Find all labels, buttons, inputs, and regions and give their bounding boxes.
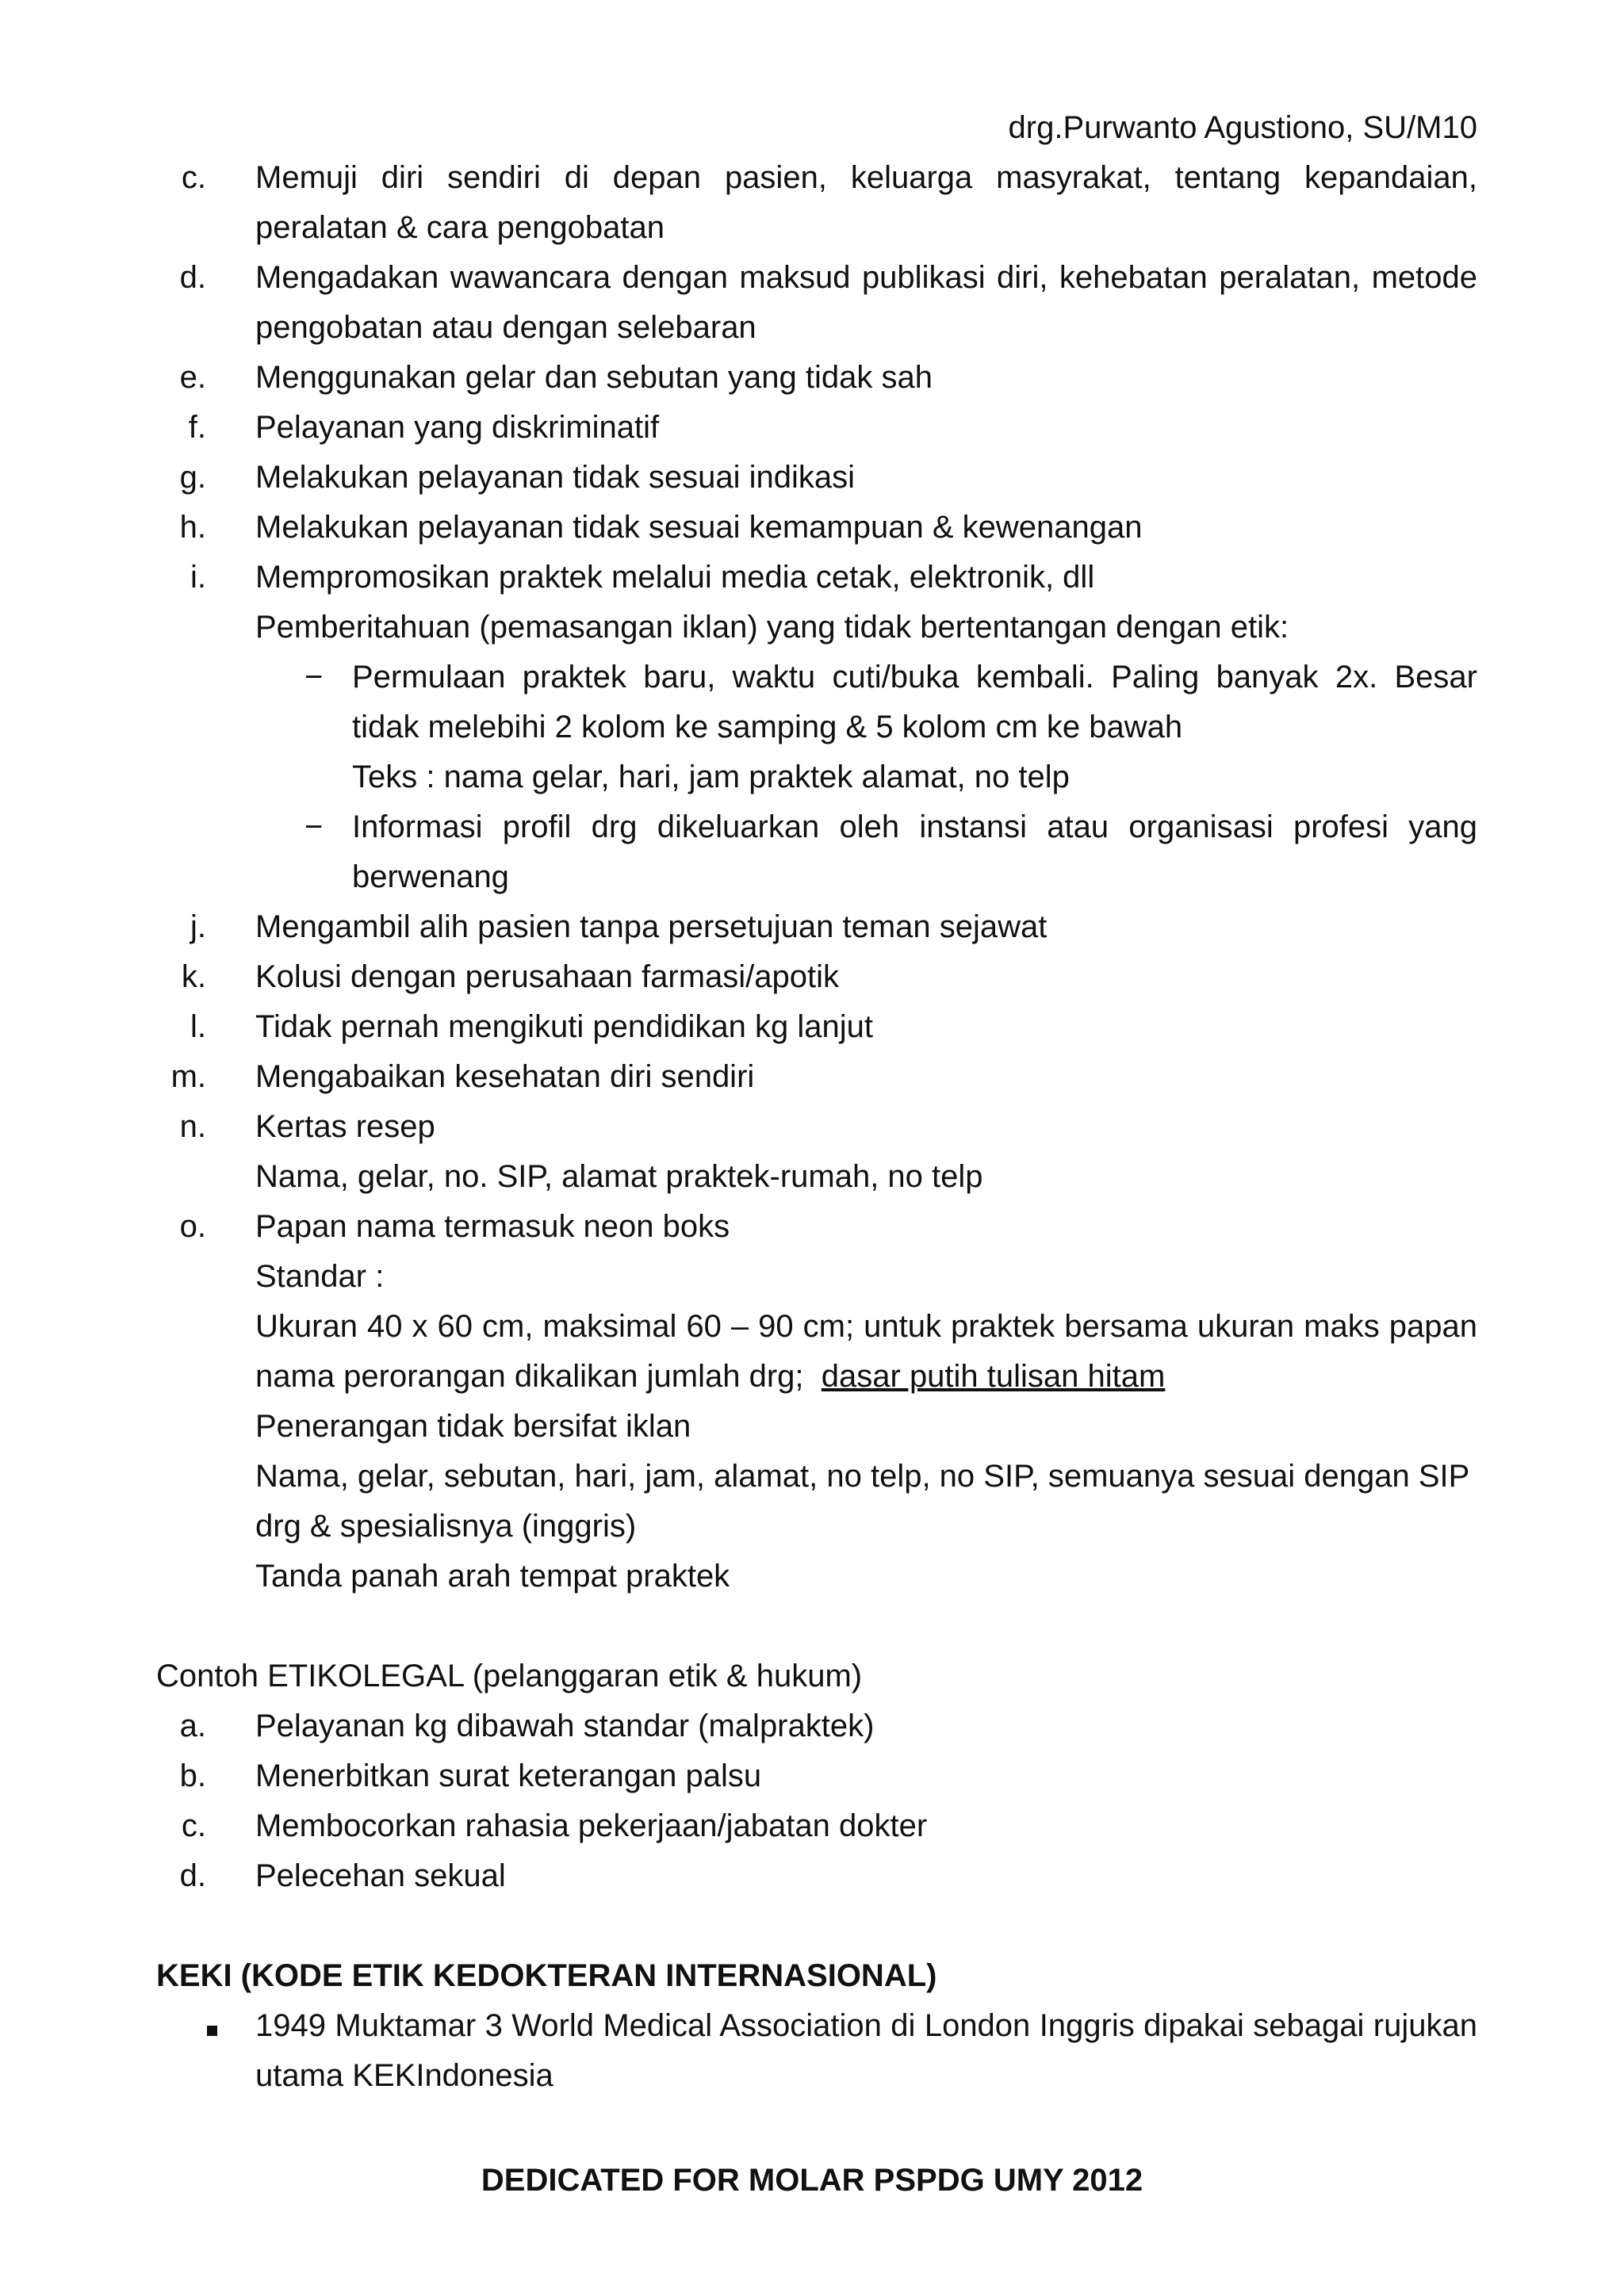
list-item xyxy=(156,153,1477,253)
list-marker: b. xyxy=(179,1758,206,1793)
list-marker: i. xyxy=(190,560,206,595)
list-item-text: Mengadakan wawancara dengan maksud publikasi diri, kehebatan peralatan, metode pengobatan atau dengan selebaran xyxy=(255,260,1477,345)
list-item xyxy=(156,902,1477,952)
spacer xyxy=(156,1601,1477,1651)
list-item-text: Kertas resep xyxy=(255,1109,435,1144)
list-marker: h. xyxy=(179,510,206,545)
dash-marker: − xyxy=(304,809,324,844)
ukuran-underlined-text: dasar putih tulisan hitam xyxy=(821,1359,1166,1394)
list-marker: k. xyxy=(181,959,206,994)
list-item xyxy=(156,253,1477,353)
list-item-text: Papan nama termasuk neon boks xyxy=(255,1209,730,1244)
list-item xyxy=(156,1002,1477,1052)
etikolegal-heading: Contoh ETIKOLEGAL (pelanggaran etik & hukum) xyxy=(156,1659,863,1693)
list-item-text: Pelayanan kg dibawah standar (malpraktek) xyxy=(255,1709,875,1743)
drg-text: drg & spesialisnya (inggris) xyxy=(255,1509,637,1544)
bullet-list-item xyxy=(156,2001,1477,2101)
standar-label: Standar : xyxy=(255,1259,385,1294)
dash-item-text: Informasi profil drg dikeluarkan oleh instansi atau organisasi profesi yang berwenang xyxy=(352,809,1477,894)
list-marker: c. xyxy=(181,1808,206,1843)
page-footer: DEDICATED FOR MOLAR PSPDG UMY 2012 xyxy=(481,2163,1143,2198)
tanda-text: Tanda panah arah tempat praktek xyxy=(255,1559,730,1594)
page-header: drg.Purwanto Agustiono, SU/M10 xyxy=(1008,110,1477,145)
list-marker: l. xyxy=(190,1009,206,1044)
list-item xyxy=(156,1801,1477,1851)
ukuran-paragraph xyxy=(156,1302,1477,1402)
list-item-text: Melakukan pelayanan tidak sesuai indikasi xyxy=(255,460,856,495)
list-item xyxy=(156,1851,1477,1901)
list-marker: d. xyxy=(179,260,206,295)
nama-text: Nama, gelar, sebutan, hari, jam, alamat, no telp, no SIP, semuanya sesuai dengan SIP xyxy=(255,1459,1470,1494)
square-bullet-icon xyxy=(205,2001,255,2101)
document-body xyxy=(156,153,1477,2101)
list-item xyxy=(156,1701,1477,1751)
list-item-text: Melakukan pelayanan tidak sesuai kemampuan & kewenangan xyxy=(255,510,1143,545)
list-item-text: Tidak pernah mengikuti pendidikan kg lanjut xyxy=(255,1009,874,1044)
list-item-text: Menggunakan gelar dan sebutan yang tidak sah xyxy=(255,360,933,395)
list-marker: n. xyxy=(179,1109,206,1144)
list-item-text: Pelecehan sekual xyxy=(255,1858,506,1893)
item-note: Nama, gelar, no. SIP, alamat praktek-rumah, no telp xyxy=(255,1159,983,1194)
dash-marker: − xyxy=(304,660,324,695)
list-marker: a. xyxy=(179,1709,206,1743)
list-marker: j. xyxy=(190,909,206,944)
dash-item-text: Permulaan praktek baru, waktu cuti/buka kembali. Paling banyak 2x. Besar tidak melebihi 2 kolom ke samping & 5 kolom cm ke bawah xyxy=(352,660,1477,744)
dash-list-item xyxy=(156,802,1477,902)
spacer xyxy=(156,1901,1477,1951)
list-item-text: Kolusi dengan perusahaan farmasi/apotik xyxy=(255,959,840,994)
list-marker: o. xyxy=(179,1209,206,1244)
list-item xyxy=(156,1751,1477,1801)
list-marker: d. xyxy=(179,1858,206,1893)
list-item-text: Mengambil alih pasien tanpa persetujuan teman sejawat xyxy=(255,909,1048,944)
list-marker: c. xyxy=(181,160,206,195)
list-item-text: Mengabaikan kesehatan diri sendiri xyxy=(255,1059,755,1094)
list-item-text: Pelayanan yang diskriminatif xyxy=(255,410,660,445)
list-item xyxy=(156,1102,1477,1152)
list-marker: m. xyxy=(170,1059,206,1094)
dash-item-extra: Teks : nama gelar, hari, jam praktek alamat, no telp xyxy=(352,760,1070,794)
list-item xyxy=(156,952,1477,1002)
list-item xyxy=(156,503,1477,553)
dash-list-item xyxy=(156,652,1477,752)
list-item-text: Mempromosikan praktek melalui media cetak, elektronik, dll xyxy=(255,560,1095,595)
list-item xyxy=(156,553,1477,603)
ukuran-text: Ukuran 40 x 60 cm, maksimal 60 – 90 cm; untuk praktek bersama ukuran maks papan nama perorangan dikalikan jumlah drg; xyxy=(255,1309,1477,1394)
list-marker: e. xyxy=(179,360,206,395)
list-marker: g. xyxy=(179,460,206,495)
list-marker: f. xyxy=(188,410,206,445)
penerangan-text: Penerangan tidak bersifat iklan xyxy=(255,1409,691,1444)
list-item xyxy=(156,1202,1477,1252)
list-item xyxy=(156,403,1477,453)
item-note: Pemberitahuan (pemasangan iklan) yang tidak bertentangan dengan etik: xyxy=(255,610,1289,645)
keki-heading: KEKI (KODE ETIK KEDOKTERAN INTERNASIONAL) xyxy=(156,1958,937,1993)
list-item-text: Memuji diri sendiri di depan pasien, keluarga masyrakat, tentang kepandaian, peralatan & cara pengobatan xyxy=(255,160,1477,245)
bullet-item-text: 1949 Muktamar 3 World Medical Association di London Inggris dipakai sebagai rujukan utama KEKIndonesia xyxy=(255,2008,1477,2093)
list-item xyxy=(156,353,1477,403)
list-item xyxy=(156,453,1477,503)
list-item xyxy=(156,1052,1477,1102)
list-item-text: Menerbitkan surat keterangan palsu xyxy=(255,1758,762,1793)
list-item-text: Membocorkan rahasia pekerjaan/jabatan dokter xyxy=(255,1808,928,1843)
